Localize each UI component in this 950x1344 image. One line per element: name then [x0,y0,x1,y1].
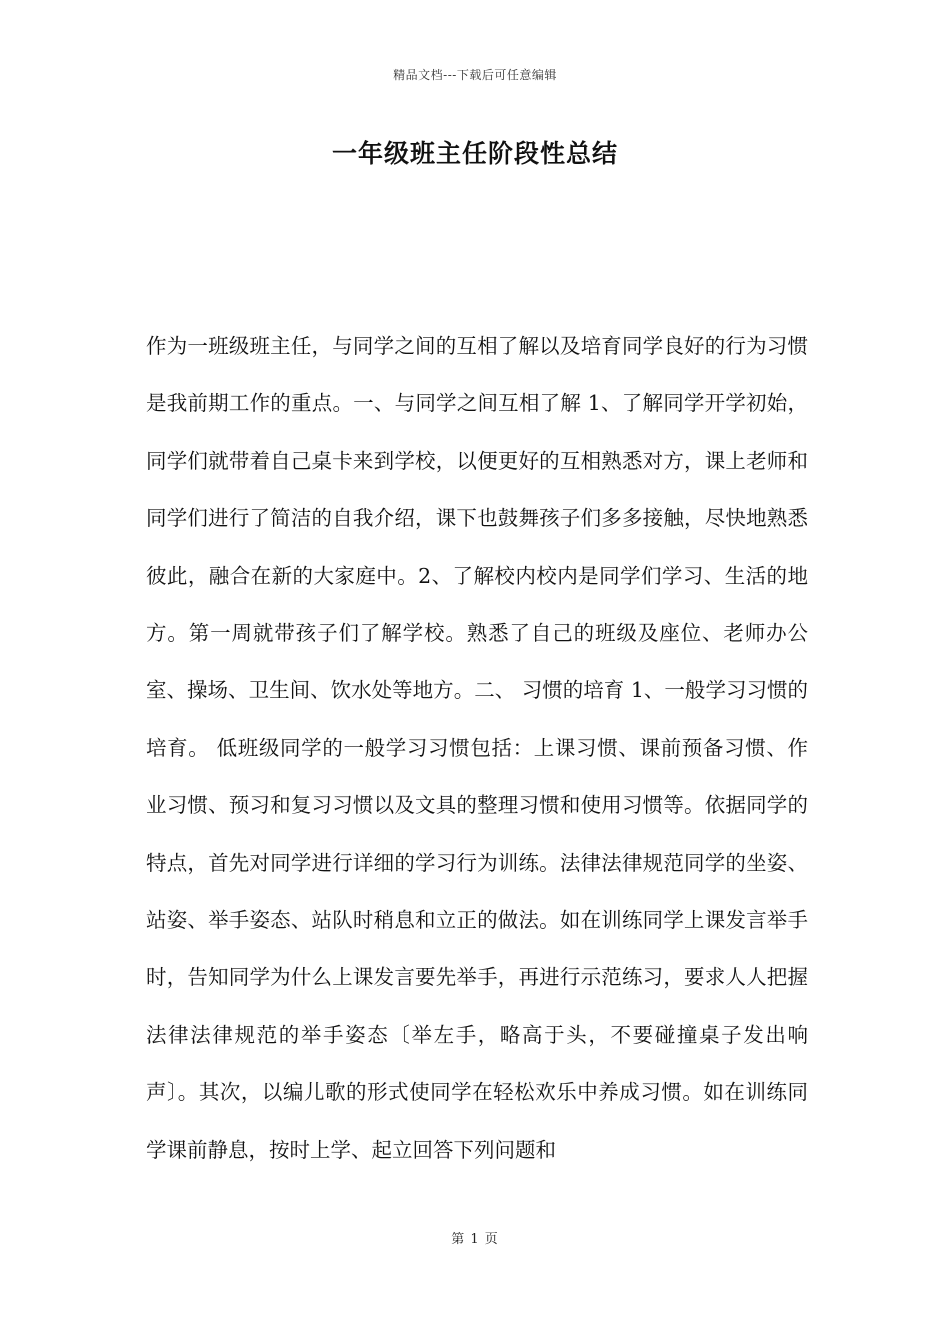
body-paragraph: 作为一班级班主任，与同学之间的互相了解以及培育同学良好的行为习惯是我前期工作的重点。一、与同学之间互相了解 1、了解同学开学初始，同学们就带着自己桌卡来到学校，以便更好的互相熟悉对方，课上老师和同学们进行了简洁的自我介绍，课下也鼓舞孩子们多多接触，尽快地熟悉彼此，融合在新的大家庭中。2、了解校内校内是同学们学习、生活的地方。第一周就带孩子们了解学校。熟悉了自己的班级及座位、老师办公室、操场、卫生间、饮水处等地方。二、 习惯的培育 1、一般学习习惯的培育。 低班级同学的一般学习习惯包括：上课习惯、课前预备习惯、作业习惯、预习和复习习惯以及文具的整理习惯和使用习惯等。依据同学的特点，首先对同学进行详细的学习行为训练。法律法律规范同学的坐姿、站姿、举手姿态、站队时稍息和立正的做法。如在训练同学上课发言举手时，告知同学为什么上课发言要先举手，再进行示范练习，要求人人把握法律法律规范的举手姿态〔举左手，略高于头，不要碰撞桌子发出响声〕。其次，以编儿歌的形式使同学在轻松欢乐中养成习惯。如在训练同学课前静息，按时上学、起立回答下列问题和 [146,334,808,1162]
document-title: 一年级班主任阶段性总结 [331,139,618,168]
page-number: 第 1 页 [451,1232,499,1247]
header-note: 精品文档---下载后可任意编辑 [393,68,557,82]
